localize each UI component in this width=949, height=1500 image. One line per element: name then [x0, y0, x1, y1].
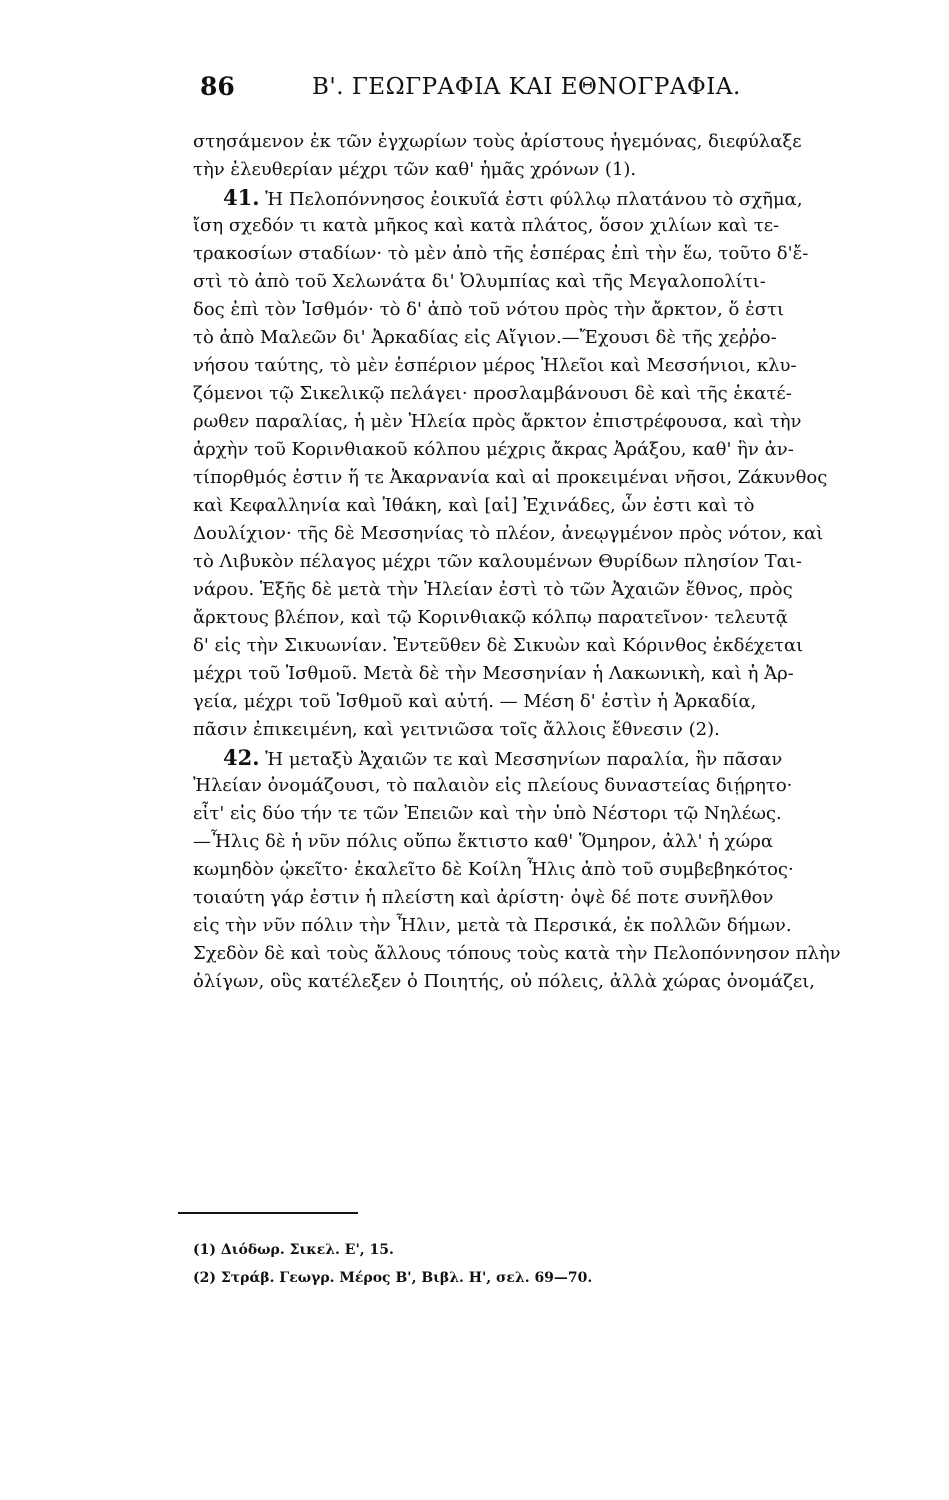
text-line: [193, 520, 873, 548]
text-line: [193, 772, 873, 800]
text-line: [193, 128, 873, 156]
line-text: τίπορθμός ἐστιν ἥ τε Ἀκαρνανία καὶ αἱ προκειμέναι νῆσοι, Ζάκυνθος: [193, 467, 828, 488]
text-line: [193, 548, 873, 576]
text-line: [193, 940, 873, 968]
footnotes: [193, 1236, 873, 1292]
text-line: [193, 212, 873, 240]
text-line: [193, 408, 873, 436]
line-text: Δουλίχιον· τῆς δὲ Μεσσηνίας τὸ πλέον, ἀνεῳγμένον πρὸς νότον, καὶ: [193, 523, 824, 544]
line-text: ἴση σχεδόν τι κατὰ μῆκος καὶ κατὰ πλάτος, ὅσον χιλίων καὶ τε-: [193, 215, 780, 236]
body-text: [193, 128, 873, 996]
line-text: πᾶσιν ἐπικειμένη, καὶ γειτνιῶσα τοῖς ἄλλοις ἔθνεσιν (2).: [193, 719, 720, 740]
line-text: νήσου ταύτης, τὸ μὲν ἑσπέριον μέρος Ἠλεῖοι καὶ Μεσσήνιοι, κλυ-: [193, 355, 797, 376]
text-line: [193, 436, 873, 464]
text-line: [193, 240, 873, 268]
text-line: [193, 912, 873, 940]
text-line: [193, 632, 873, 660]
line-text: ἀρχὴν τοῦ Κορινθιακοῦ κόλπου μέχρις ἄκρας Ἀράξου, καθ' ἣν ἀν-: [193, 439, 794, 460]
text-line: [193, 968, 873, 996]
line-text: ρωθεν παραλίας, ἡ μὲν Ἠλεία πρὸς ἄρκτον ἐπιστρέφουσα, καὶ τὴν: [193, 411, 802, 432]
line-text: Ἠλείαν ὀνομάζουσι, τὸ παλαιὸν εἰς πλείους δυναστείας διῄρητο·: [193, 775, 793, 796]
line-text: τὸ ἀπὸ Μαλεῶν δι' Ἀρκαδίας εἰς Αἴγιον.—Ἔχουσι δὲ τῆς χεῤῥο-: [193, 327, 777, 348]
line-text: νάρου. Ἑξῆς δὲ μετὰ τὴν Ἠλείαν ἐστὶ τὸ τῶν Ἀχαιῶν ἔθνος, πρὸς: [193, 579, 793, 600]
section-number: 41.: [223, 185, 260, 210]
line-text: δος ἐπὶ τὸν Ἰσθμόν· τὸ δ' ἀπὸ τοῦ νότου πρὸς τὴν ἄρκτον, ὅ ἐστι: [193, 299, 785, 320]
line-text: κωμηδὸν ᾠκεῖτο· ἐκαλεῖτο δὲ Κοίλη Ἦλις ἀπὸ τοῦ συμβεβηκότος·: [193, 859, 794, 880]
text-line: [193, 800, 873, 828]
text-line: [193, 884, 873, 912]
line-text: στησάμενον ἐκ τῶν ἐγχωρίων τοὺς ἀρίστους ἡγεμόνας, διεφύλαξε: [193, 131, 802, 152]
text-line: [193, 576, 873, 604]
text-line: [193, 324, 873, 352]
text-line: [193, 352, 873, 380]
footnote-rule: [178, 1212, 358, 1214]
text-line: [193, 268, 873, 296]
line-text: Ἡ Πελοπόννησος ἐοικυῖά ἐστι φύλλῳ πλατάνου τὸ σχῆμα,: [265, 189, 803, 210]
text-line: [193, 716, 873, 744]
text-line: [193, 744, 873, 772]
line-text: μέχρι τοῦ Ἰσθμοῦ. Μετὰ δὲ τὴν Μεσσηνίαν ἡ Λακωνικὴ, καὶ ἡ Ἀρ-: [193, 663, 794, 684]
line-text: καὶ Κεφαλληνία καὶ Ἰθάκη, καὶ [αἱ] Ἐχινάδες, ὧν ἐστι καὶ τὸ: [193, 495, 755, 516]
line-text: τὴν ἐλευθερίαν μέχρι τῶν καθ' ἡμᾶς χρόνων (1).: [193, 159, 637, 180]
line-text: δ' εἰς τὴν Σικυωνίαν. Ἐντεῦθεν δὲ Σικυὼν καὶ Κόρινθος ἐκδέχεται: [193, 635, 804, 656]
text-line: [193, 856, 873, 884]
line-text: στὶ τὸ ἀπὸ τοῦ Χελωνάτα δι' Ὀλυμπίας καὶ τῆς Μεγαλοπολίτι-: [193, 271, 766, 292]
text-line: [193, 492, 873, 520]
text-line: [193, 464, 873, 492]
text-line: [193, 688, 873, 716]
footnote: (2) Στράβ. Γεωγρ. Μέρος Β', Βιβλ. Η', σελ. 69—70.: [193, 1270, 593, 1286]
line-text: εἰς τὴν νῦν πόλιν τὴν Ἦλιν, μετὰ τὰ Περσικά, ἐκ πολλῶν δήμων.: [193, 915, 792, 936]
line-text: τρακοσίων σταδίων· τὸ μὲν ἀπὸ τῆς ἑσπέρας ἐπὶ τὴν ἕω, τοῦτο δ'ἔ-: [193, 243, 809, 264]
line-text: γεία, μέχρι τοῦ Ἰσθμοῦ καὶ αὐτή. — Μέση δ' ἐστὶν ἡ Ἀρκαδία,: [193, 691, 757, 712]
text-line: [193, 380, 873, 408]
line-text: ἄρκτους βλέπον, καὶ τῷ Κορινθιακῷ κόλπῳ παρατεῖνον· τελευτᾷ: [193, 607, 788, 628]
line-text: Ἡ μεταξὺ Ἀχαιῶν τε καὶ Μεσσηνίων παραλία, ἣν πᾶσαν: [265, 749, 783, 770]
text-line: [193, 156, 873, 184]
text-line: [193, 296, 873, 324]
page-header: [200, 72, 850, 108]
line-text: τοιαύτη γάρ ἐστιν ἡ πλείστη καὶ ἀρίστη· ὀψὲ δέ ποτε συνῆλθον: [193, 887, 774, 908]
line-text: τὸ Λιβυκὸν πέλαγος μέχρι τῶν καλουμένων Θυρίδων πλησίον Ται-: [193, 551, 802, 572]
text-line: [193, 660, 873, 688]
line-text: ζόμενοι τῷ Σικελικῷ πελάγει· προσλαμβάνουσι δὲ καὶ τῆς ἑκατέ-: [193, 383, 792, 404]
page-number: 86: [200, 72, 235, 101]
text-line: [193, 604, 873, 632]
line-text: Σχεδὸν δὲ καὶ τοὺς ἄλλους τόπους τοὺς κατὰ τὴν Πελοπόννησον πλὴν: [193, 943, 841, 964]
footnote: (1) Διόδωρ. Σικελ. Ε', 15.: [193, 1242, 394, 1258]
text-line: [193, 828, 873, 856]
line-text: ὀλίγων, οὓς κατέλεξεν ὁ Ποιητής, οὐ πόλεις, ἀλλὰ χώρας ὀνομάζει,: [193, 971, 816, 992]
text-line: [193, 184, 873, 212]
section-number: 42.: [223, 745, 260, 770]
running-title: Β'. ΓΕΩΓΡΑΦΙΑ ΚΑΙ ΕΘΝΟΓΡΑΦΙΑ.: [312, 74, 741, 100]
line-text: εἶτ' εἰς δύο τήν τε τῶν Ἐπειῶν καὶ τὴν ὑπὸ Νέστορι τῷ Νηλέως.: [193, 803, 782, 824]
line-text: —Ἦλις δὲ ἡ νῦν πόλις οὔπω ἔκτιστο καθ' Ὅμηρον, ἀλλ' ἡ χώρα: [193, 831, 773, 852]
